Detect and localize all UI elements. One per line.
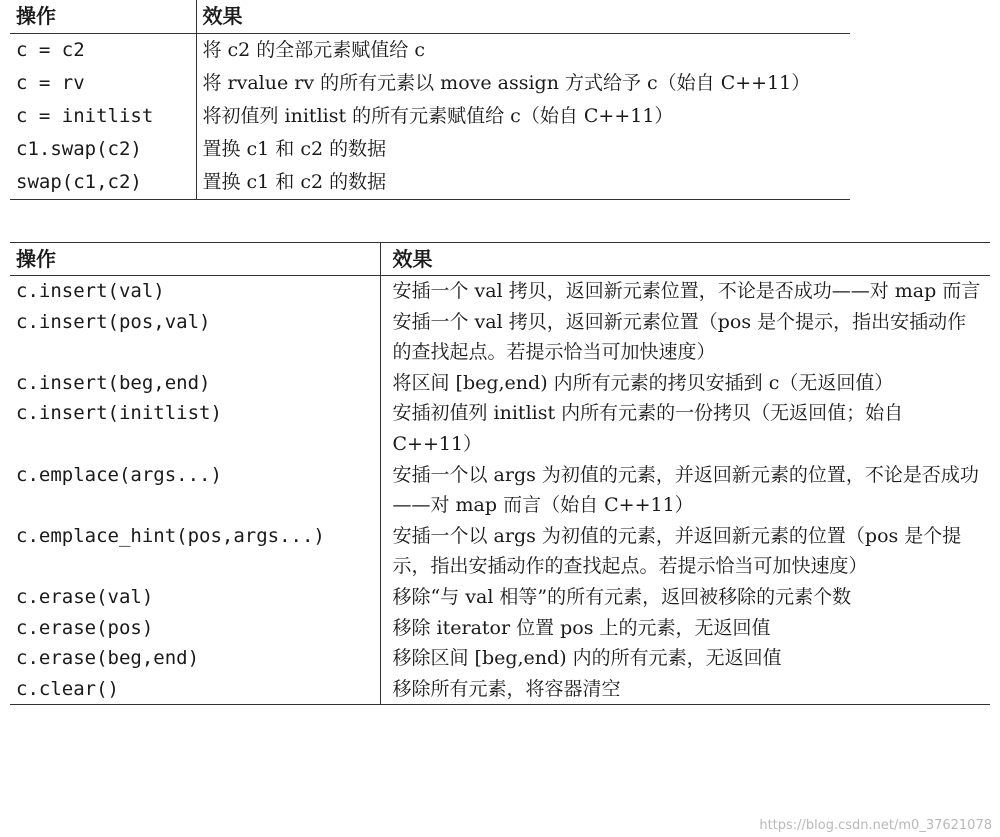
operation-cell: c = initlist <box>10 100 196 133</box>
operation-cell: c.emplace_hint(pos,args...) <box>10 521 380 582</box>
table-row <box>10 67 850 100</box>
effect-cell: 安插初值列 initlist 内所有元素的一份拷贝（无返回值；始自 C++11） <box>392 402 904 455</box>
column-header-effect: 效果 <box>196 0 850 34</box>
effect-cell: 置换 c1 和 c2 的数据 <box>202 138 387 160</box>
operation-cell: c.insert(initlist) <box>10 398 380 459</box>
table-row <box>10 674 990 705</box>
effect-cell: 安插一个以 args 为初值的元素，并返回新元素的位置（pos 是个提示，指出安插动作的查找起点。若提示恰当可加快速度） <box>392 524 962 578</box>
table-row <box>10 460 990 521</box>
operation-cell: c.clear() <box>10 674 380 705</box>
table-row <box>10 276 990 307</box>
table-row <box>10 307 990 368</box>
operation-cell: c.insert(val) <box>10 276 380 307</box>
column-header-operation: 操作 <box>10 243 380 276</box>
table-row <box>10 166 850 200</box>
effect-cell: 将 rvalue rv 的所有元素以 move assign 方式给予 c（始自 C++11） <box>202 72 811 94</box>
insert-erase-operations-table <box>10 242 990 705</box>
effect-cell: 将初值列 initlist 的所有元素赋值给 c（始自 C++11） <box>202 105 674 127</box>
column-header-effect: 效果 <box>380 243 990 276</box>
effect-cell: 将区间 [beg,end) 内所有元素的拷贝安插到 c（无返回值） <box>392 371 894 394</box>
table-row <box>10 398 990 459</box>
table-row <box>10 643 990 674</box>
effect-cell: 将 c2 的全部元素赋值给 c <box>202 39 425 61</box>
table-row <box>10 133 850 166</box>
effect-cell: 移除所有元素，将容器清空 <box>380 674 990 705</box>
table-row <box>10 34 850 68</box>
operation-cell: c.insert(pos,val) <box>10 307 380 368</box>
operation-cell: c.erase(val) <box>10 582 380 613</box>
effect-cell: 安插一个以 args 为初值的元素，并返回新元素的位置，不论是否成功——对 map 而言（始自 C++11） <box>392 463 979 517</box>
operation-cell: c = rv <box>10 67 196 100</box>
table-row <box>10 582 990 613</box>
operation-cell: c1.swap(c2) <box>10 133 196 166</box>
operation-cell: c.erase(pos) <box>10 613 380 644</box>
watermark-text: https://blog.csdn.net/m0_37621078 <box>759 818 992 833</box>
effect-cell: 安插一个 val 拷贝，返回新元素位置，不论是否成功——对 map 而言 <box>392 280 981 302</box>
effect-cell: 移除区间 [beg,end) 内的所有元素，无返回值 <box>392 647 782 670</box>
effect-cell: 置换 c1 和 c2 的数据 <box>196 166 850 200</box>
operation-cell: swap(c1,c2) <box>10 166 196 200</box>
table-header-row <box>10 0 850 34</box>
operation-cell: c.erase(beg,end) <box>10 643 380 674</box>
column-header-operation: 操作 <box>10 0 196 34</box>
operation-cell: c.insert(beg,end) <box>10 368 380 399</box>
table-header-row <box>10 243 990 276</box>
operation-cell: c.emplace(args...) <box>10 460 380 521</box>
effect-cell: 移除“与 val 相等”的所有元素，返回被移除的元素个数 <box>392 585 852 608</box>
operation-cell: c = c2 <box>10 34 196 68</box>
table-row <box>10 368 990 399</box>
effect-cell: 安插一个 val 拷贝，返回新元素位置（pos 是个提示，指出安插动作的查找起点。若提示恰当可加快速度） <box>392 310 967 364</box>
effect-cell: 移除 iterator 位置 pos 上的元素，无返回值 <box>392 616 771 639</box>
table-row <box>10 521 990 582</box>
table-row <box>10 100 850 133</box>
assignment-operations-table <box>10 0 850 200</box>
table-row <box>10 613 990 644</box>
